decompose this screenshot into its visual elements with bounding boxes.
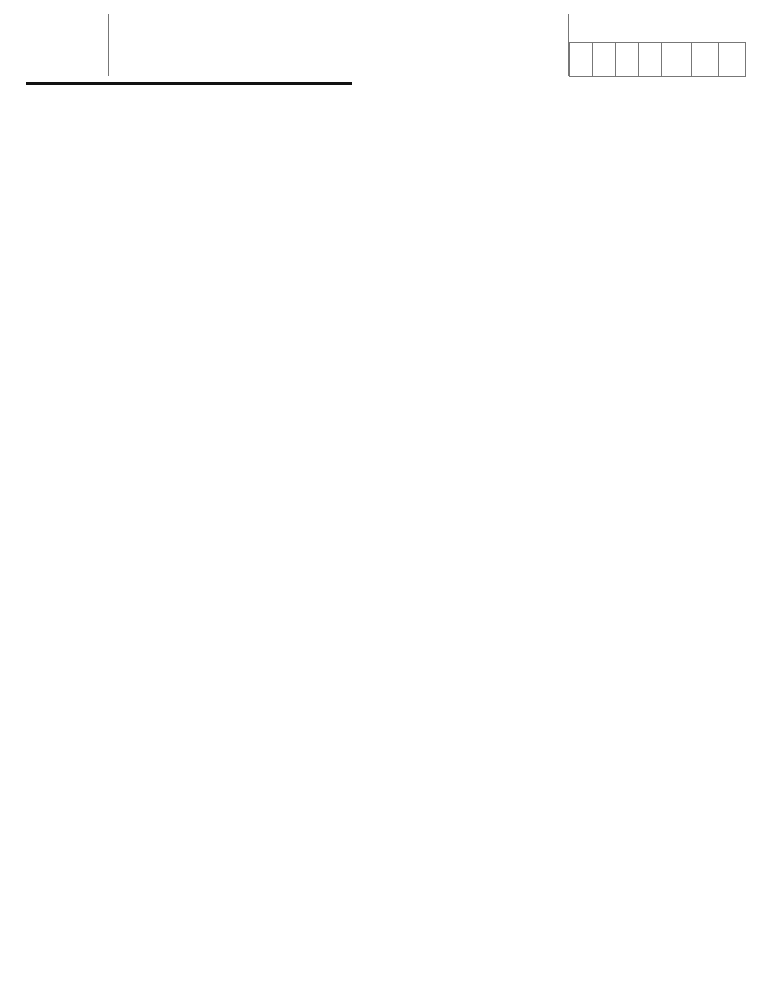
header-rule xyxy=(26,82,352,85)
header-divider xyxy=(108,14,109,76)
year-digit xyxy=(639,43,662,76)
year-digit xyxy=(692,43,719,76)
year-digit xyxy=(593,43,616,76)
year-digit xyxy=(570,43,593,76)
year-digit xyxy=(662,43,692,76)
form-header xyxy=(0,0,759,86)
assessment-year-boxes xyxy=(569,42,746,77)
year-digit xyxy=(616,43,639,76)
year-digit xyxy=(719,43,745,76)
